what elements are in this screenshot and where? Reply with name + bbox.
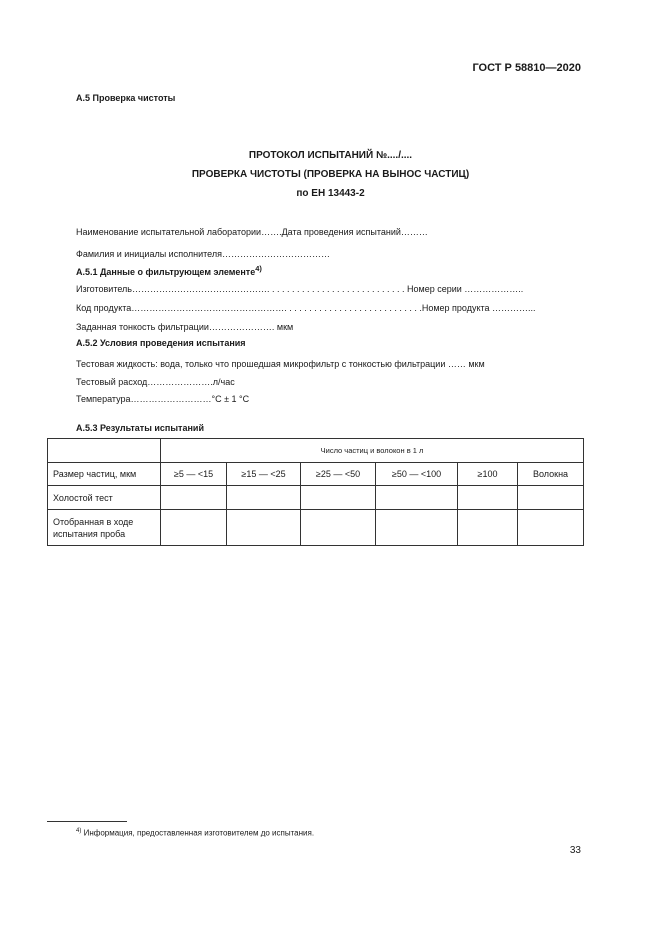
fineness-field: Заданная тонкость фильтрации…………………. мкм [76, 322, 294, 332]
section-title: Проверка чистоты [92, 93, 176, 103]
table-cell [458, 486, 518, 510]
a51-title: А.5.1 Данные о фильтрующем элементе [76, 267, 256, 277]
table-cell [227, 510, 301, 546]
footnote-ref: 4) [255, 264, 262, 273]
section-number: А.5 [76, 93, 91, 103]
table-corner-cell [48, 439, 161, 463]
table-cell [518, 510, 584, 546]
protocol-standard: по ЕН 13443-2 [296, 188, 365, 199]
table-cell [301, 510, 376, 546]
standard-number: ГОСТ Р 58810—2020 [472, 62, 581, 74]
test-flow-field: Тестовый расход………………….л/час [76, 377, 235, 387]
footnote-divider [47, 821, 127, 822]
lab-field: Наименование испытательной лаборатории…….Дата проведения испытаний……… [76, 227, 428, 237]
manufacturer-field: Изготовитель………………………………………. . . . . . . . . . . . . . . . . . . . . . . . . . . . Номер серии ……………….. [76, 284, 524, 294]
table-cell [161, 510, 227, 546]
a52-title: А.5.2 Условия проведения испытания [76, 338, 246, 348]
temperature-field: Температура………………………°С ± 1 °С [76, 394, 250, 404]
table-column-header: ≥100 [458, 463, 518, 486]
table-column-header: ≥25 — <50 [301, 463, 376, 486]
table-cell [518, 486, 584, 510]
table-cell [301, 486, 376, 510]
table-header-row [48, 463, 584, 486]
table-cell [161, 486, 227, 510]
table-row [48, 510, 584, 546]
product-code-field: Код продукта……………………………………………. . . . . . . . . . . . . . . . . . . . . . . . . . . .Номер продукта …………... [76, 303, 536, 313]
table-row [48, 486, 584, 510]
protocol-subtitle: ПРОВЕРКА ЧИСТОТЫ (ПРОВЕРКА НА ВЫНОС ЧАСТИЦ) [191, 169, 470, 180]
table-cell [458, 510, 518, 546]
table-cell [227, 486, 301, 510]
footnote [76, 828, 314, 838]
section-heading [76, 93, 175, 103]
table-row-label: Отобранная в ходе испытания проба [48, 510, 161, 546]
a51-heading [76, 264, 262, 277]
footnote-mark: 4) [76, 828, 82, 834]
table-span-header-row [48, 439, 584, 463]
a53-title: А.5.3 Результаты испытаний [76, 423, 204, 433]
test-liquid-field: Тестовая жидкость: вода, только что прошедшая микрофильтр с тонкостью фильтрации …… мкм [76, 359, 485, 369]
table-column-header: ≥15 — <25 [227, 463, 301, 486]
table-span-header: Число частиц и волокон в 1 л [161, 439, 584, 463]
footnote-text: Информация, предоставленная изготовителем до испытания. [83, 828, 315, 838]
table-cell [376, 486, 458, 510]
table-cell [376, 510, 458, 546]
person-field: Фамилия и инициалы исполнителя……………………………… [76, 249, 330, 259]
table-row-label: Холостой тест [48, 486, 161, 510]
protocol-title: ПРОТОКОЛ ИСПЫТАНИЙ №..../.... [248, 150, 413, 161]
table-column-header: ≥5 — <15 [161, 463, 227, 486]
page-number: 33 [569, 845, 581, 856]
table-column-header: ≥50 — <100 [376, 463, 458, 486]
results-table [47, 438, 584, 546]
table-column-header: Волокна [518, 463, 584, 486]
table-row-header-label: Размер частиц, мкм [48, 463, 161, 486]
